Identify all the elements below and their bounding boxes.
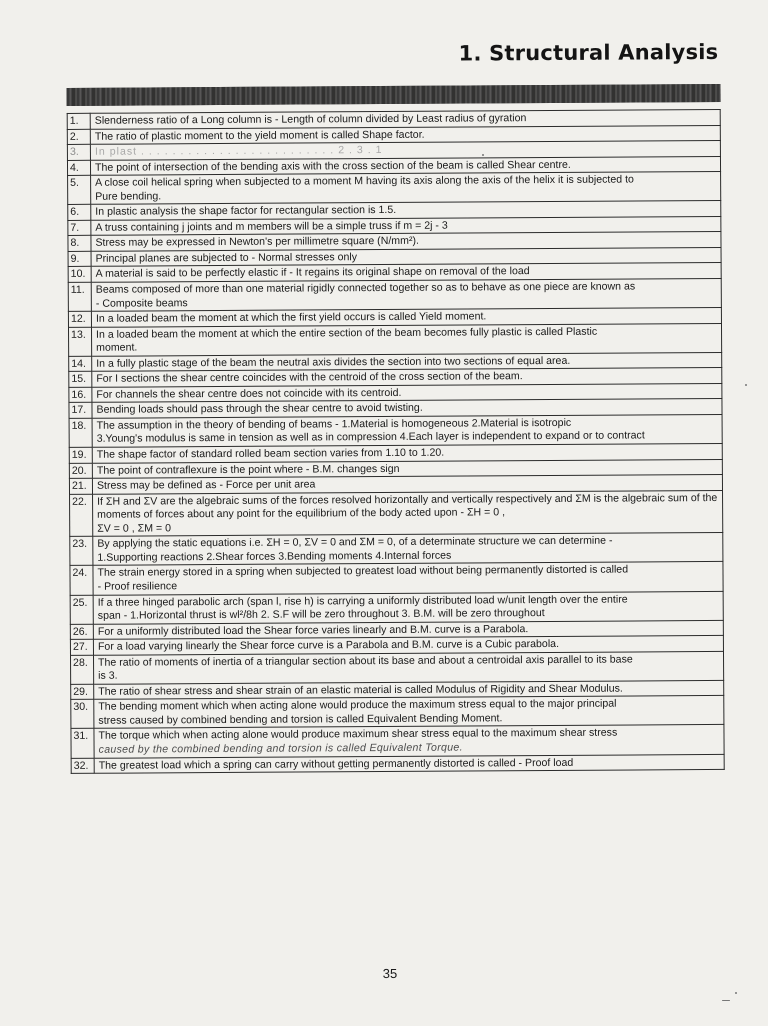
question-number: 24. (70, 566, 93, 595)
question-number: 16. (69, 387, 92, 403)
question-number: 5. (68, 175, 91, 204)
question-line: The ratio of moments of inertia of a triangular section about its base and about a centroidal axis parallel to its base (98, 653, 633, 669)
question-continuation: Pure bending. (95, 190, 162, 203)
qa-row (71, 696, 724, 729)
question-line: The point of contraflexure is the point where - B.M. changes sign (96, 462, 400, 477)
question-number: 13. (68, 327, 91, 356)
question-text (93, 562, 723, 595)
question-line: The point of intersection of the bending axis with the cross section of the beam is called Shear centre. (94, 158, 571, 174)
question-number: 3. (67, 144, 90, 160)
question-number: 14. (69, 356, 92, 372)
page-number: 35 (382, 965, 398, 982)
question-line: If a three hinged parabolic arch (span l, rise h) is carrying a uniformly distributed load w/unit length over the entire (97, 593, 628, 609)
question-number: 26. (70, 624, 93, 640)
qa-row (71, 725, 724, 758)
question-number: 28. (70, 655, 93, 684)
question-line: The torque which when acting alone would produce maximum shear stress equal to the maximum shear stress (98, 727, 618, 743)
question-line: Stress may be expressed in Newton's per millimetre square (N/mm²). (95, 235, 419, 250)
question-number: 12. (68, 311, 91, 327)
question-continuation: - Composite beams (95, 296, 188, 310)
question-number: 25. (70, 595, 93, 624)
question-line: For a load varying linearly the Shear force curve is a Parabola and B.M. curve is a Cubic parabola. (97, 638, 560, 653)
question-continuation: 3.Young's modulus is same in tension as well as in compression 4.Each layer is independent to expand or to contract (96, 429, 645, 446)
question-text (94, 696, 724, 729)
qa-table (67, 109, 725, 774)
question-line: In a loaded beam the moment at which the entire section of the beam becomes fully plastic is called Plastic (96, 325, 598, 341)
question-line: By applying the static equations i.e. ΣH = 0, ΣV = 0 and ΣM = 0, of a determinate structure we can determine - (97, 534, 613, 551)
question-text (94, 754, 724, 773)
question-line: A truss containing j joints and m members will be a simple truss if m = 2j - 3 (95, 219, 448, 234)
question-text (93, 651, 723, 684)
scan-speck (722, 1000, 730, 1001)
question-number: 2. (67, 129, 90, 145)
question-line: The assumption in the theory of bending of beams - 1.Material is homogeneous 2.Material is isotropic (96, 416, 572, 432)
question-line: In plast . . . . . . . . . . . . . . . . . . . . . . . . . 2 . 3 . 1 (94, 144, 383, 158)
question-number: 30. (71, 700, 94, 729)
scan-speck (735, 992, 737, 994)
question-line: The strain energy stored in a spring when subjected to greatest load without being permanently distorted is called (97, 563, 629, 580)
qa-row (68, 278, 721, 311)
question-text (93, 591, 723, 624)
question-number: 22. (70, 494, 93, 537)
question-line: Beams composed of more than one material rigidly connected together so as to behave as one piece are known as (95, 280, 636, 296)
qa-row (71, 754, 724, 774)
title-band (67, 84, 721, 106)
question-line: For I sections the shear centre coincides with the centroid of the cross section of the beam. (96, 370, 523, 386)
question-number: 21. (69, 478, 92, 494)
question-number: 20. (69, 463, 92, 479)
qa-row (69, 414, 722, 447)
question-continuation: - Proof resilience (97, 580, 178, 593)
question-number: 4. (67, 160, 90, 176)
question-continuation: stress caused by combined bending and torsion is called Equivalent Bending Moment. (98, 712, 503, 727)
question-continuation: 1.Supporting reactions 2.Shear forces 3.Bending moments 4.Internal forces (97, 549, 452, 564)
question-continuation: is 3. (98, 669, 118, 682)
question-line: A close coil helical spring when subjected to a moment M having its axis along the axis of the helix it is subjected to (95, 173, 634, 189)
question-number: 9. (68, 251, 91, 267)
question-line: The greatest load which a spring can carry without getting permanently distorted is called - Proof load (98, 756, 574, 772)
question-number: 7. (68, 220, 91, 236)
question-line: For channels the shear centre does not coincide with its centroid. (96, 386, 402, 401)
chapter-title: 1. Structural Analysis (458, 39, 719, 66)
question-line: In plastic analysis the shape factor for rectangular section is 1.5. (95, 204, 397, 219)
question-continuation: moment. (96, 341, 138, 354)
question-number: 17. (69, 403, 92, 419)
question-number: 29. (71, 684, 94, 700)
qa-row (68, 172, 721, 205)
question-number: 6. (68, 205, 91, 221)
question-text (92, 414, 722, 447)
question-number: 32. (71, 758, 94, 774)
question-text (91, 323, 721, 356)
scan-speck (482, 154, 484, 156)
question-number: 11. (68, 282, 91, 311)
qa-row (70, 591, 723, 624)
question-line: Stress may be defined as - Force per unit area (96, 478, 316, 492)
question-line: If ΣH and ΣV are the algebraic sums of the forces resolved horizontally and vertically respectively and ΣM is the algebraic sum of the moments of forces about any point for the equilibrium of the body acted upon - ΣH = 0 , (97, 491, 718, 521)
question-number: 8. (68, 236, 91, 252)
question-line: The bending moment which when acting alone would produce the maximum stress equal to the major principal (98, 697, 617, 714)
question-line: The ratio of plastic moment to the yield moment is called Shape factor. (94, 128, 425, 143)
question-line: Bending loads should pass through the shear centre to avoid twisting. (96, 402, 423, 417)
question-line: A material is said to be perfectly elastic if - It regains its original shape on removal of the load (95, 265, 530, 281)
question-text (94, 725, 724, 758)
qa-row (70, 490, 723, 537)
question-line: For a uniformly distributed load the Shear force varies linearly and B.M. curve is a Parabola. (97, 622, 529, 638)
qa-row (70, 533, 723, 566)
qa-row (70, 651, 723, 684)
question-number: 23. (70, 537, 93, 566)
question-continuation: caused by the combined bending and torsion is called Equivalent Torque. (98, 741, 463, 756)
question-text (93, 490, 723, 536)
scan-speck (745, 384, 747, 386)
qa-row (70, 562, 723, 595)
question-number: 10. (68, 267, 91, 283)
question-number: 1. (67, 113, 90, 129)
question-line: In a fully plastic stage of the beam the neutral axis divides the section into two sections of equal area. (96, 354, 571, 370)
qa-row (68, 323, 721, 356)
qa-table-body (67, 109, 724, 773)
question-line: Principal planes are subjected to - Normal stresses only (95, 251, 358, 265)
question-number: 27. (70, 639, 93, 655)
question-number: 18. (69, 418, 92, 447)
question-line: In a loaded beam the moment at which the first yield occurs is called Yield moment. (95, 310, 487, 325)
question-number: 19. (69, 447, 92, 463)
question-line: The ratio of shear stress and shear strain of an elastic material is called Modulus of Rigidity and Shear Modulus. (98, 682, 623, 698)
question-continuation: span - 1.Horizontal thrust is wl²/8h 2. S.F will be zero throughout 3. B.M. will be zero throughout (97, 607, 545, 622)
question-line: The shape factor of standard rolled beam section varies from 1.10 to 1.20. (96, 446, 445, 461)
question-text (93, 533, 723, 566)
question-number: 31. (71, 729, 94, 758)
question-line: Slenderness ratio of a Long column is - Length of column divided by Least radius of gyration (94, 112, 527, 127)
question-number: 15. (69, 372, 92, 388)
question-text (91, 278, 721, 311)
question-continuation: ΣV = 0 , ΣM = 0 (97, 522, 172, 535)
question-text (91, 172, 721, 205)
